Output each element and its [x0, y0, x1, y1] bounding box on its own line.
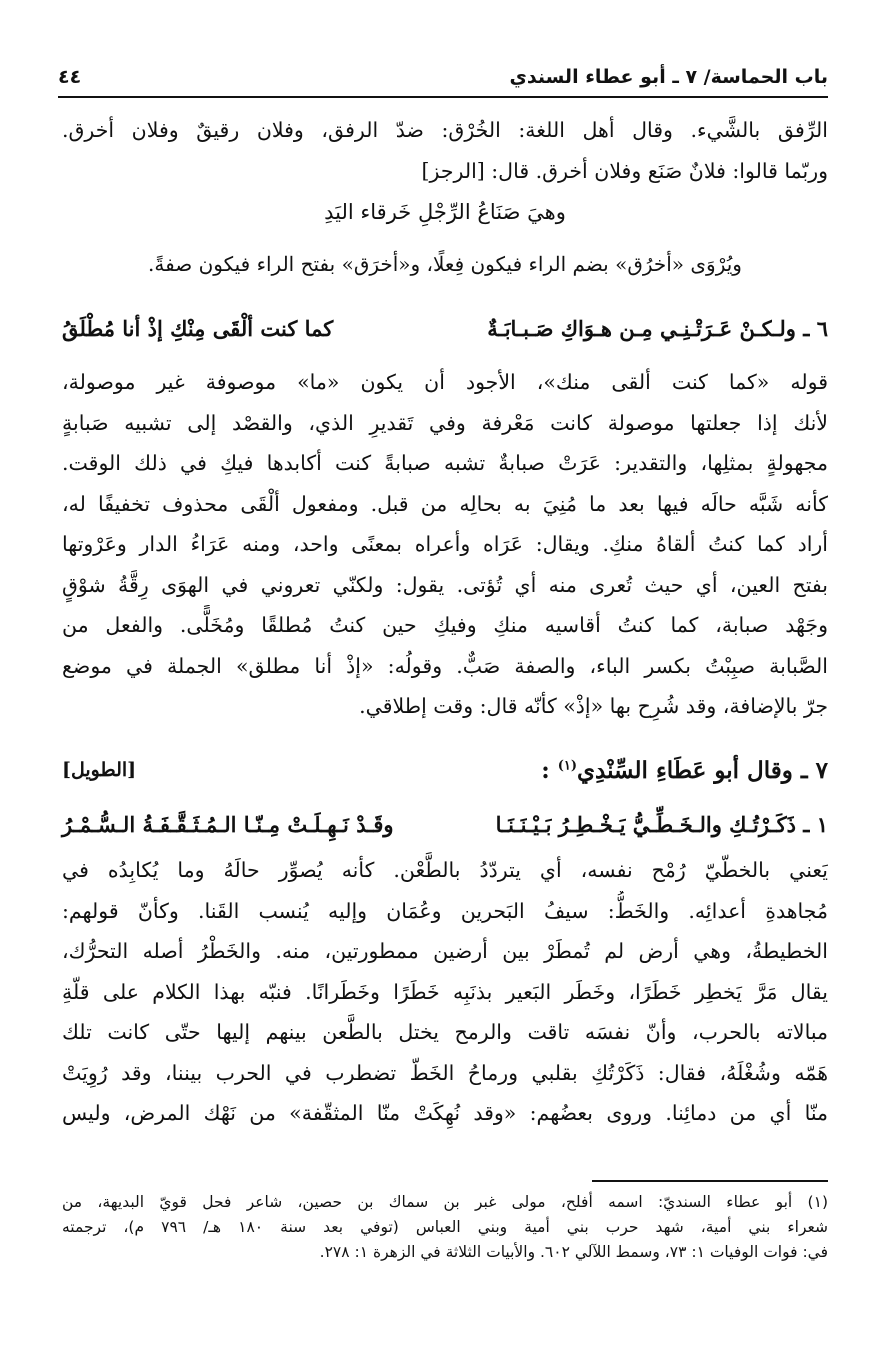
verse-7-1 — [62, 804, 828, 844]
footnote-line: في: فوات الوفيات ١: ٧٣، وسمط اللآلي ٦٠٢. والأبيات الثلاثة في الزهرة ١: ٢٧٨. — [319, 1243, 828, 1261]
text-line: لأنك إذا جعلتها موصولة كانت مَعْرفة وفي تَقديرِ الذي، والقصْد إلى تشبيه صَبابةٍ — [62, 410, 828, 435]
text-line: وجَهْد صبابة، كما كنتُ أقاسيه منكِ وفيكِ حين كنتُ مُطلقًا ومُخَلًّى. والفعل من — [62, 613, 828, 637]
poem-title — [541, 757, 828, 784]
text-line: أراد كما كنتُ ألقاهُ منكِ. ويقال: عَرَاه وأعراه بمعنًى واحد، ومنه عَرَاءُ الدار وعَرْوتها — [62, 532, 828, 556]
text-line: مجهولةٍ بمثلِها، والتقدير: عَرَتْ صبابةٌ تشبه صبابةً كنت أكابدها فيكِ في ذلك الوقت. — [62, 451, 828, 475]
footnote-rule — [592, 1180, 828, 1182]
footnote — [62, 1190, 828, 1265]
footnote-mark: (١) — [557, 757, 578, 773]
text-line: مُجاهدةِ أعدائِه. والخَطُّ: سيفُ البَحرين وعُمَان وإليه يُنسب القَنا. وكأنّ قولهم: — [62, 898, 828, 923]
poem-heading — [62, 750, 828, 790]
page-number: ٤٤ — [58, 66, 82, 88]
text-line: الصَّبابة صبِبْتُ بكسر الباء، والصفة صَبٌّ. وقولُه: «إذْ أنا مطلق» الجملة في موضع — [62, 653, 828, 678]
text-line: وربّما قالوا: فلانٌ صَنَع وفلان أخرق. قال: [الرجز] — [421, 158, 828, 183]
verse-6 — [62, 308, 828, 348]
text-line: جرّ بالإضافة، وقد شُرِح بها «إذْ» كأنّه قال: وقت إطلاقي. — [359, 694, 828, 718]
text-line: هَمّه وشُغْلَهُ، فقال: ذَكَرْتُكِ بقلبي ورماحُ الخَطّ تضطرب في الحرب بيننا، وقد رُوِيَتْ — [62, 1060, 828, 1085]
commentary-verse-6 — [62, 362, 828, 727]
text-line: يقال مَرَّ يَخطِر خَطَرًا، وخَطَر البَعير بذنَبِه خَطَرًا وخَطَرانًا. فنبّه بهذا الكلام على قلّةِ — [62, 979, 828, 1004]
riwaya-line: ويُرْوَى «أخرُق» بضم الراء فيكون فِعلًا، و«أخرَق» بفتح الراء فيكون صفةً. — [148, 252, 742, 276]
text-block-1 — [62, 110, 828, 191]
text-line: قوله «كما كنت ألقى منك»، الأجود أن يكون «ما» موصوفة غير موصولة، — [62, 370, 828, 394]
text-line: الرِّفق بالشَّيء. وقال أهل اللغة: الخُرْق: ضدّ الرفق، وفلان رقيقٌ وفلان أخرق. — [62, 118, 828, 142]
text-line: منّا أي من دمائِنا. وروى بعضُهم: «وقد نُهِكَتْ منّا المثقّفة» من نَهْك المرض، وليس — [62, 1101, 828, 1125]
text-line: مبالاته بالحرب، وأنّ نفسَه تاقت والرمح يختل بالطَّعن بينهم إليها حتّى كانت تلك — [62, 1020, 828, 1044]
meter-label: [الطويل] — [62, 759, 137, 781]
footnote-line: شعراء بني أمية، شهد حرب بني أمية وبني العباس (توفي بعد سنة ١٨٠ هـ/ ٧٩٦ م)، ترجمته — [62, 1218, 828, 1236]
verse-second-hemistich: وقَـدْ نَـهِـلَـتْ مِـنّـا الـمُـثَـقَّـفَـةُ الـسُّـمْـرُ — [62, 811, 394, 837]
text-line: كأنه شَبَّه حالَه فيها بعد ما مُنِيَ به بحالِه من قبل. ومفعول ألْقَى محذوف تخفيفًا له، — [62, 491, 828, 516]
commentary-verse-7 — [62, 850, 828, 1134]
running-title: باب الحماسة/ ٧ ـ أبو عطاء السندي — [509, 66, 828, 88]
text-line: بفتح العين، أي حيث تُعرى منه أي تُؤتى. يقول: ولكنّي تعروني في الهوَى رِقَّةُ شوْقٍ — [62, 572, 828, 597]
text-line: الخطيطةُ، وهي أرض لم تُمطَرْ بين أرضين ممطورتين، منه. والخَطْرُ أصله التحرُّك، — [62, 939, 828, 963]
footnote-line: (١) أبو عطاء السنديّ: اسمه أفلح، مولى غبر بن سماك بن حصين، شاعر فحل قويّ البديهة، من — [62, 1193, 828, 1211]
text-line: يَعني بالخطّيّ رُمْح نفسه، أي يتردّدُ بالطَّعْن. كأنه يُصوِّر حالَهُ وما يُكابِدُه في — [62, 858, 828, 882]
title-colon: : — [541, 756, 550, 784]
verse-first-hemistich: ٦ ـ ولـكـنْ عَـرَتْـنِـي مِـن هـوَاكِ صَـبـابَـةٌ — [487, 315, 828, 341]
header-rule — [58, 96, 828, 98]
poet-name: ٧ ـ وقال أبو عَطَاءِ السِّنْدِي — [577, 756, 828, 784]
verse-second-hemistich: كما كنت ألْقَى مِنْكِ إذْ أنا مُطْلَقُ — [62, 315, 334, 341]
page-header — [58, 62, 828, 92]
rajaz-verse: وهيَ صَنَاعُ الرِّجْلِ خَرقاء اليَدِ — [324, 200, 566, 224]
verse-first-hemistich: ١ ـ ذَكَـرْتُـكِ والـخَـطِّـيُّ يَـخْـطِـرُ بَـيْـنَـنَـا — [495, 811, 828, 837]
